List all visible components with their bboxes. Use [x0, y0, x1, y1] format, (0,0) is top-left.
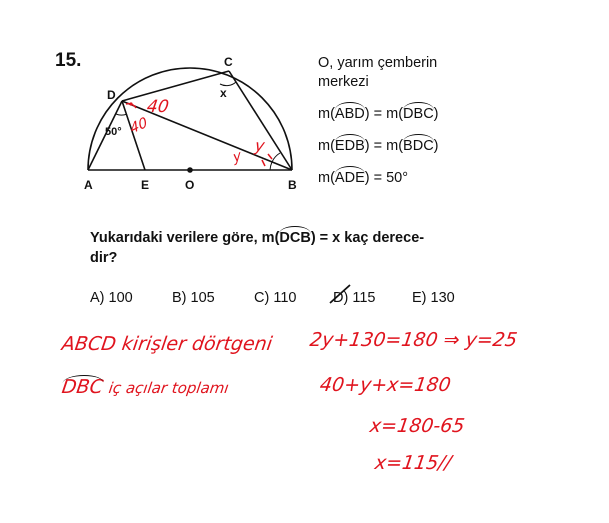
option-c[interactable]: C) 110 [254, 290, 297, 306]
arc-DBC: DBC [403, 103, 434, 122]
problem-number: 15. [55, 50, 82, 71]
hw-arc-DBC: DBC [60, 376, 105, 398]
label-A: A [84, 178, 93, 192]
label-D: D [107, 88, 116, 102]
arc-ABD: ABD [335, 103, 365, 122]
label-O: O [185, 178, 195, 192]
given-line-1: O, yarım çemberin [318, 55, 438, 71]
hw-y-lower: y [231, 147, 243, 167]
option-d[interactable]: D) 115 [333, 290, 376, 306]
given-line-2: merkezi [318, 74, 369, 90]
hw-solution-line1-left: ABCD kirişler dörtgeni [60, 333, 274, 355]
given-eq-3: m(ADE) = 50° [318, 167, 408, 187]
option-b[interactable]: B) 105 [172, 290, 215, 306]
option-e[interactable]: E) 130 [412, 290, 455, 306]
label-C: C [224, 55, 233, 69]
hw-40-lower: 40 [128, 114, 150, 138]
option-a[interactable]: A) 100 [90, 290, 133, 306]
label-B: B [288, 178, 297, 192]
hw-y-upper: y [253, 136, 266, 155]
given-eq-1: m(ABD) = m(DBC) [318, 103, 439, 123]
angle-label-x: x [220, 86, 227, 100]
arc-BDC: BDC [403, 135, 434, 154]
arc-DCB: DCB [279, 227, 310, 246]
arc-ADE: ADE [335, 167, 365, 186]
question-text: Yukarıdaki verilere göre, m(DCB) = x kaç derece- dir? [90, 227, 510, 268]
hw-solution-line3: x=180-65 [368, 415, 467, 437]
label-E: E [141, 178, 150, 192]
hw-solution-line4: x=115// [373, 452, 453, 474]
hw-40-upper: 40 [145, 97, 171, 117]
given-eq-2: m(EDB) = m(BDC) [318, 135, 439, 155]
hw-solution-line2-left: DBC iç açılar toplamı [60, 376, 230, 398]
arc-EDB: EDB [335, 135, 365, 154]
hw-solution-line2-right: 40+y+x=180 [318, 374, 453, 396]
hw-solution-line1-right: 2y+130=180 ⇒ y=25 [308, 329, 519, 351]
angle-label-50: 50° [105, 126, 122, 138]
